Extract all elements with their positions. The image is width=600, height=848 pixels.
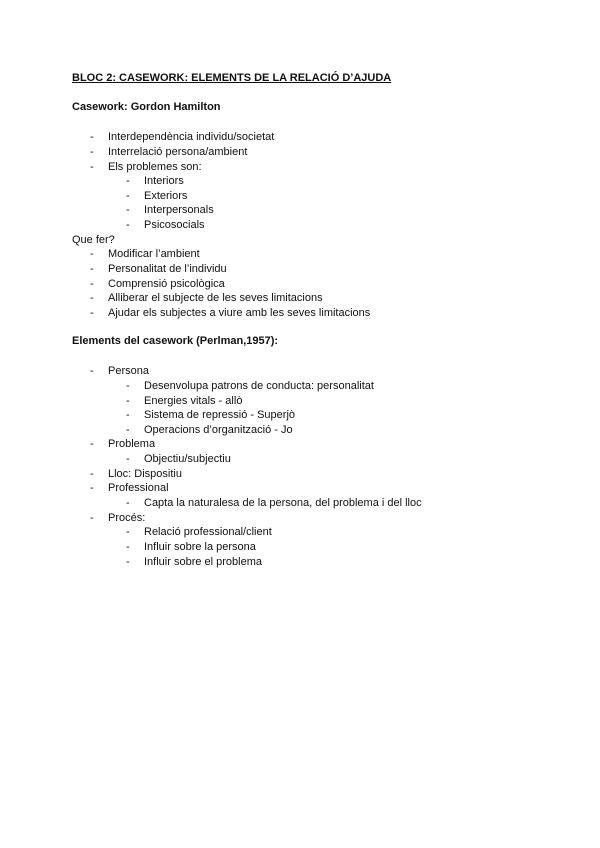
document-title: BLOC 2: CASEWORK: ELEMENTS DE LA RELACIÓ D’AJUDA — [72, 72, 392, 84]
document-page: BLOC 2: CASEWORK: ELEMENTS DE LA RELACIÓ D’AJUDA Casework: Gordon Hamilton - Interdependència individu/societat - Interrelació persona/ambient - Els problemes son: - Interiors - Exteriors - Interpersonals - Psicosocials Que fer? - Modificar l’ambient - Personalitat de l’individu - Comprensió psicològica - Alliberar el subjecte de les seves limitacions - Ajudar els subjectes a viure amb les seves limitacions Elements del casework (Perlman,1957): - Persona - Desenvolupa patrons de conducta: personalitat - Energies vitals - allò - Sistema de repressió - Superjò - Operacions d’organització - Jo - Problema - Objectiu/subjectiu - Lloc: Dispositiu - Professional - Capta la naturalesa de la persona, del problema i del lloc - Procés: - Relació professional/client - Influir sobre la persona - Influir sobre el problema — [72, 72, 422, 568]
section-heading-perlman: Elements del casework (Perlman,1957): — [72, 335, 279, 347]
section-heading-hamilton: Casework: Gordon Hamilton — [72, 101, 221, 113]
